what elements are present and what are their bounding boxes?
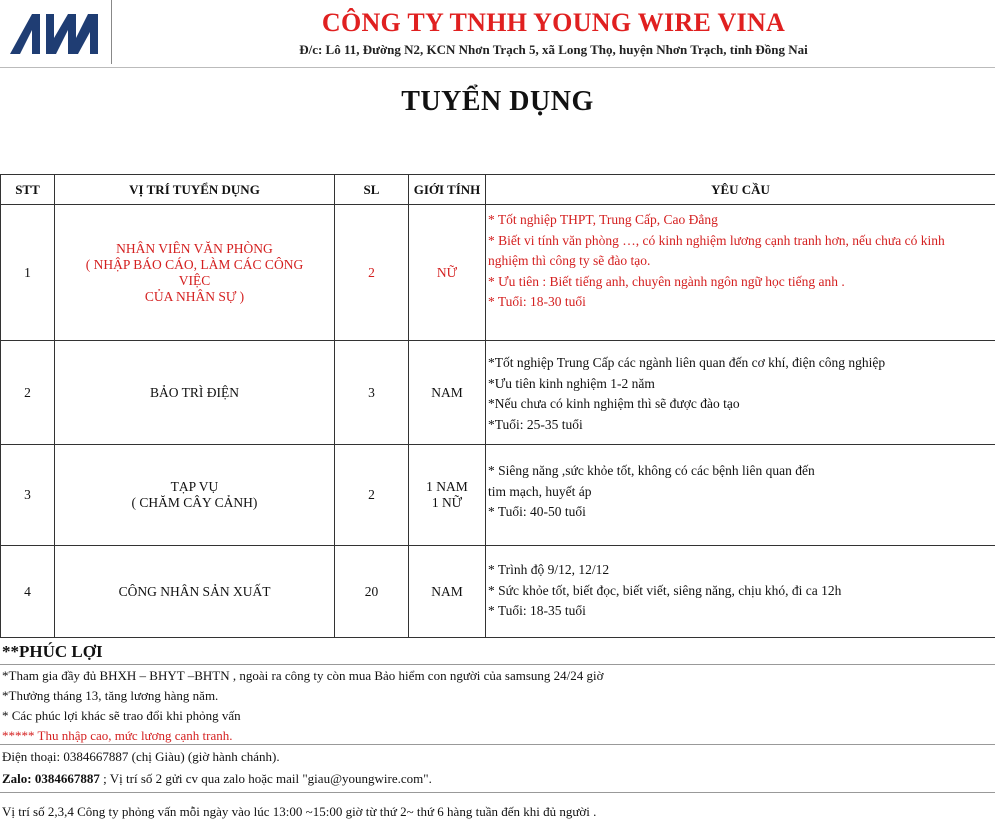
requirement-line: * Sức khỏe tốt, biết đọc, biết viết, siêng năng, chịu khó, đi ca 12h: [488, 582, 842, 598]
row-position: [55, 445, 335, 546]
header-gender: GIỚI TÍNH: [409, 175, 486, 205]
row-position: [55, 205, 335, 341]
interview-note: Vị trí số 2,3,4 Công ty phỏng vấn mỗi ngày vào lúc 13:00 ~15:00 giờ từ thứ 2~ thứ 6 hàng tuần đến khi đủ người .: [2, 804, 597, 819]
row-stt: 1: [1, 205, 55, 341]
row-position: [55, 341, 335, 445]
row-gender: NỮ: [409, 205, 486, 341]
header-qty: SL: [335, 175, 409, 205]
gender-line: 1 NAM: [426, 479, 468, 494]
row-gender: NAM: [409, 341, 486, 445]
row-qty: 3: [335, 341, 409, 445]
table-row: [1, 205, 995, 341]
header-stt: STT: [1, 175, 55, 205]
company-logo: [0, 0, 112, 64]
benefits-title: **PHÚC LỢI: [2, 642, 103, 661]
zalo-rest: ; Vị trí số 2 gửi cv qua zalo hoặc mail "giau@youngwire.com".: [99, 771, 432, 786]
requirement-line: *Tuổi: 25-35 tuổi: [488, 416, 583, 432]
benefit-line: * Các phúc lợi khác sẽ trao đổi khi phỏng vấn: [2, 708, 241, 723]
row-gender: NAM: [409, 546, 486, 638]
row-stt: 3: [1, 445, 55, 546]
requirement-line: *Ưu tiên kinh nghiệm 1-2 năm: [488, 375, 655, 391]
position-line: ( NHẬP BÁO CÁO, LÀM CÁC CÔNG: [85, 256, 304, 272]
requirement-line: * Biết vi tính văn phòng …, có kinh nghiệm lương cạnh tranh hơn, nếu chưa có kinh: [488, 232, 945, 248]
row-qty: 2: [335, 445, 409, 546]
row-requirements: [486, 546, 995, 638]
company-header: [0, 0, 995, 68]
position-line: TẠP VỤ: [170, 479, 219, 494]
header-position: VỊ TRÍ TUYỂN DỤNG: [55, 175, 335, 205]
company-address: Đ/c: Lô 11, Đường N2, KCN Nhơn Trạch 5, xã Long Thọ, huyện Nhơn Trạch, tỉnh Đồng Nai: [299, 42, 808, 57]
row-qty: 2: [335, 205, 409, 341]
contact-zalo: [2, 771, 432, 787]
row-stt: 2: [1, 341, 55, 445]
divider: [0, 792, 995, 793]
position-line: NHÂN VIÊN VĂN PHÒNG: [116, 240, 273, 256]
row-qty: 20: [335, 546, 409, 638]
page-title: TUYỂN DỤNG: [401, 86, 594, 117]
position-line: ( CHĂM CÂY CẢNH): [131, 495, 258, 510]
row-requirements: [486, 445, 995, 546]
requirement-line: nghiệm thì công ty sẽ đào tạo.: [488, 253, 651, 268]
requirement-line: tim mạch, huyết áp: [488, 483, 592, 499]
requirement-line: *Nếu chưa có kinh nghiệm thì sẽ được đào tạo: [488, 396, 740, 411]
contact-phone: Điện thoại: 0384667887 (chị Giàu) (giờ hành chánh).: [2, 749, 280, 764]
requirement-line: * Tốt nghiệp THPT, Trung Cấp, Cao Đẳng: [488, 212, 718, 227]
row-requirements: [486, 341, 995, 445]
requirement-line: * Tuổi: 40-50 tuổi: [488, 504, 586, 519]
zalo-number: : 0384667887: [27, 771, 100, 786]
divider: [0, 664, 995, 665]
row-stt: 4: [1, 546, 55, 638]
recruitment-table: [0, 174, 995, 638]
company-logo-icon: [6, 10, 106, 56]
benefit-highlight: ***** Thu nhập cao, mức lương cạnh tranh.: [2, 728, 233, 743]
table-header-row: [1, 175, 995, 205]
requirement-line: * Trình độ 9/12, 12/12: [488, 562, 610, 577]
row-position: [55, 546, 335, 638]
benefit-line: *Thưởng tháng 13, tăng lương hàng năm.: [2, 688, 219, 703]
position-line: VIỆC: [178, 272, 211, 288]
row-gender: [409, 445, 486, 546]
zalo-label: Zalo: [2, 771, 28, 786]
table-row: [1, 341, 995, 445]
requirement-line: * Tuổi: 18-35 tuổi: [488, 603, 586, 618]
requirement-line: * Ưu tiên : Biết tiếng anh, chuyên ngành ngôn ngữ học tiếng anh .: [488, 273, 845, 289]
requirement-line: *Tốt nghiệp Trung Cấp các ngành liên quan đến cơ khí, điện công nghiệp: [488, 355, 886, 370]
requirement-line: * Tuổi: 18-30 tuổi: [488, 294, 586, 309]
header-requirements: YÊU CẦU: [486, 175, 995, 205]
position-line: BẢO TRÌ ĐIỆN: [150, 384, 239, 400]
table-row: [1, 445, 995, 546]
table-row: [1, 546, 995, 638]
benefit-line: *Tham gia đầy đủ BHXH – BHYT –BHTN , ngoài ra công ty còn mua Bảo hiểm con người của samsung 24/24 giờ: [2, 668, 604, 683]
row-requirements: [486, 205, 995, 341]
position-line: CỦA NHÂN SỰ ): [144, 288, 245, 304]
requirement-line: * Siêng năng ,sức khỏe tốt, không có các bệnh liên quan đến: [488, 463, 815, 478]
gender-line: 1 NỮ: [431, 495, 463, 510]
company-name: CÔNG TY TNHH YOUNG WIRE VINA: [321, 8, 786, 37]
position-line: CÔNG NHÂN SẢN XUẤT: [118, 583, 271, 599]
divider: [0, 744, 995, 745]
